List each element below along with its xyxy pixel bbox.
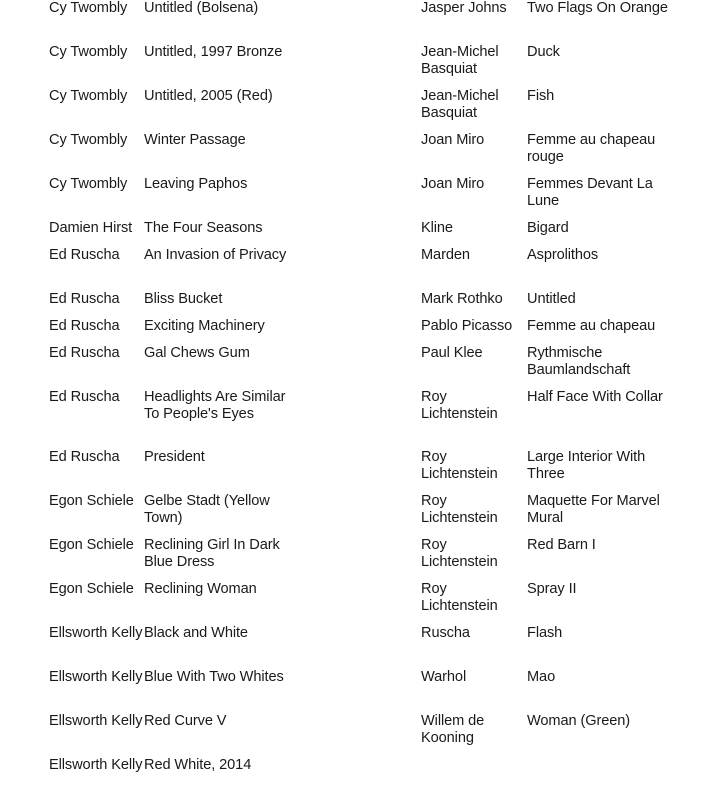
title-cell: Untitled, 2005 (Red) bbox=[144, 88, 273, 104]
table-row bbox=[49, 669, 289, 713]
table-row bbox=[49, 389, 289, 449]
table-row bbox=[49, 247, 289, 291]
artist-cell: Paul Klee bbox=[421, 345, 483, 361]
table-row bbox=[421, 345, 671, 389]
title-cell: Black and White bbox=[144, 625, 248, 641]
title-cell: Untitled (Bolsena) bbox=[144, 0, 259, 16]
artist-cell: Ed Ruscha bbox=[49, 318, 120, 334]
table-row bbox=[49, 318, 289, 345]
table-row bbox=[421, 291, 671, 318]
title-cell: Exciting Machinery bbox=[144, 318, 265, 334]
artist-cell: Jean-Michel Basquiat bbox=[421, 44, 499, 77]
artist-cell: Jasper Johns bbox=[421, 0, 507, 16]
title-cell: Headlights Are Similar To People's Eyes bbox=[144, 389, 286, 422]
title-cell: Untitled bbox=[527, 291, 576, 307]
artist-cell: Roy Lichtenstein bbox=[421, 389, 498, 422]
title-cell: Red Curve V bbox=[144, 713, 227, 729]
table-row bbox=[421, 389, 671, 449]
table-row bbox=[421, 713, 671, 757]
title-cell: Winter Passage bbox=[144, 132, 246, 148]
artist-cell: Roy Lichtenstein bbox=[421, 493, 498, 526]
title-cell: Reclining Woman bbox=[144, 581, 257, 597]
table-row bbox=[421, 44, 671, 88]
artist-cell: Damien Hirst bbox=[49, 220, 133, 236]
artist-cell: Ellsworth Kelly bbox=[49, 625, 143, 641]
table-row bbox=[49, 0, 289, 44]
title-cell: Bliss Bucket bbox=[144, 291, 223, 307]
title-cell: Red Barn I bbox=[527, 537, 596, 553]
title-cell: Rythmische Baumlandschaft bbox=[527, 345, 631, 378]
table-row bbox=[421, 318, 671, 345]
artist-cell: Ed Ruscha bbox=[49, 291, 120, 307]
table-row bbox=[421, 247, 671, 291]
table-row bbox=[421, 669, 671, 713]
table-row bbox=[49, 449, 289, 493]
artist-cell: Cy Twombly bbox=[49, 132, 128, 148]
table-row bbox=[421, 537, 671, 581]
title-cell: Reclining Girl In Dark Blue Dress bbox=[144, 537, 280, 570]
title-cell: The Four Seasons bbox=[144, 220, 263, 236]
artist-cell: Pablo Picasso bbox=[421, 318, 513, 334]
table-row bbox=[421, 581, 671, 625]
artist-cell: Marden bbox=[421, 247, 470, 263]
artist-cell: Joan Miro bbox=[421, 176, 485, 192]
artist-cell: Ellsworth Kelly bbox=[49, 713, 143, 729]
title-cell: Large Interior With Three bbox=[527, 449, 646, 482]
title-cell: Untitled, 1997 Bronze bbox=[144, 44, 283, 60]
artist-cell: Roy Lichtenstein bbox=[421, 449, 498, 482]
title-cell: An Invasion of Privacy bbox=[144, 247, 287, 263]
title-cell: Red White, 2014 bbox=[144, 757, 252, 773]
title-cell: Flash bbox=[527, 625, 563, 641]
table-row bbox=[421, 493, 671, 537]
table-row bbox=[49, 176, 289, 220]
title-cell: Two Flags On Orange bbox=[527, 0, 668, 16]
artist-cell: Ellsworth Kelly bbox=[49, 669, 143, 685]
title-cell: Spray II bbox=[527, 581, 577, 597]
artist-cell: Ed Ruscha bbox=[49, 247, 120, 263]
title-cell: Woman (Green) bbox=[527, 713, 631, 729]
title-cell: Asprolithos bbox=[527, 247, 599, 263]
table-row bbox=[49, 625, 289, 669]
table-row bbox=[49, 345, 289, 389]
artist-cell: Kline bbox=[421, 220, 453, 236]
title-cell: Duck bbox=[527, 44, 560, 60]
artist-cell: Ruscha bbox=[421, 625, 470, 641]
artist-cell: Egon Schiele bbox=[49, 537, 134, 553]
table-row bbox=[49, 493, 289, 537]
table-row bbox=[421, 449, 671, 493]
title-cell: Maquette For Marvel Mural bbox=[527, 493, 660, 526]
title-cell: Bigard bbox=[527, 220, 569, 236]
artist-cell: Roy Lichtenstein bbox=[421, 537, 498, 570]
artist-cell: Ellsworth Kelly bbox=[49, 757, 143, 773]
artist-cell: Cy Twombly bbox=[49, 88, 128, 104]
artist-cell: Ed Ruscha bbox=[49, 389, 120, 405]
title-cell: Gal Chews Gum bbox=[144, 345, 250, 361]
table-row bbox=[421, 88, 671, 132]
artist-cell: Cy Twombly bbox=[49, 176, 128, 192]
artist-cell: Mark Rothko bbox=[421, 291, 503, 307]
table-row bbox=[49, 537, 289, 581]
table-row bbox=[49, 132, 289, 176]
title-cell: President bbox=[144, 449, 205, 465]
table-row bbox=[421, 625, 671, 669]
table-row bbox=[49, 44, 289, 88]
table-row bbox=[49, 291, 289, 318]
artist-cell: Joan Miro bbox=[421, 132, 485, 148]
artist-cell: Ed Ruscha bbox=[49, 449, 120, 465]
title-cell: Femme au chapeau bbox=[527, 318, 656, 334]
table-row bbox=[49, 757, 289, 801]
title-cell: Leaving Paphos bbox=[144, 176, 248, 192]
title-cell: Fish bbox=[527, 88, 555, 104]
artist-cell: Warhol bbox=[421, 669, 467, 685]
table-row bbox=[421, 0, 671, 44]
table-row bbox=[49, 581, 289, 625]
title-cell: Femmes Devant La Lune bbox=[527, 176, 653, 209]
table-row bbox=[421, 220, 671, 247]
artwork-table-right bbox=[421, 0, 671, 757]
table-row bbox=[49, 88, 289, 132]
title-cell: Mao bbox=[527, 669, 556, 685]
artist-cell: Egon Schiele bbox=[49, 493, 134, 509]
artwork-table-left bbox=[49, 0, 289, 801]
artist-cell: Ed Ruscha bbox=[49, 345, 120, 361]
table-row bbox=[49, 713, 289, 757]
table-row bbox=[49, 220, 289, 247]
title-cell: Half Face With Collar bbox=[527, 389, 663, 405]
table-row bbox=[421, 132, 671, 176]
artist-cell: Egon Schiele bbox=[49, 581, 134, 597]
artist-cell: Roy Lichtenstein bbox=[421, 581, 498, 614]
artist-cell: Cy Twombly bbox=[49, 44, 128, 60]
artist-cell: Willem de Kooning bbox=[421, 713, 485, 746]
table-row bbox=[421, 176, 671, 220]
title-cell: Femme au chapeau rouge bbox=[527, 132, 656, 165]
artist-cell: Cy Twombly bbox=[49, 0, 128, 16]
title-cell: Blue With Two Whites bbox=[144, 669, 284, 685]
artist-cell: Jean-Michel Basquiat bbox=[421, 88, 499, 121]
title-cell: Gelbe Stadt (Yellow Town) bbox=[144, 493, 270, 526]
